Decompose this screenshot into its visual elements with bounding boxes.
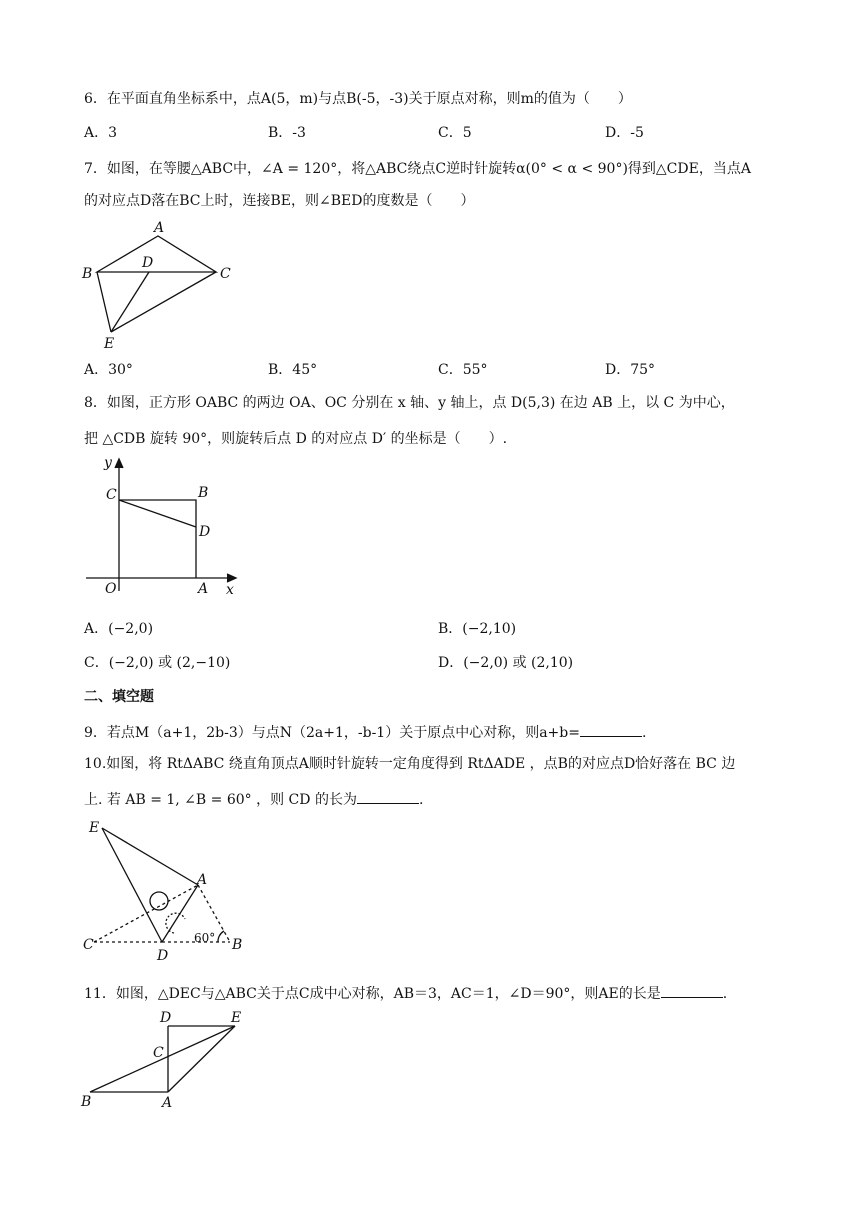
q8-y-arrow (115, 459, 123, 468)
q7-option-c: C．55° (438, 362, 488, 378)
q10-label-a: A (197, 872, 208, 888)
q8-option-a: A．(−2,0) (84, 621, 154, 637)
q11-text-body: 11．如图，△DEC与△ABC关于点C成中心对称，AB＝3，AC＝1，∠D＝90°，则AE的长是 (84, 986, 661, 1002)
q7-segment-de (111, 272, 149, 332)
q10-answer-blank[interactable] (357, 789, 419, 804)
q6-option-a: A．3 (84, 125, 118, 141)
q8-label-x: x (226, 582, 234, 598)
q7-option-a: A．30° (84, 362, 133, 378)
q11-label-c: C (153, 1045, 164, 1061)
q11-label-a: A (162, 1095, 173, 1110)
q7-figure (78, 218, 248, 353)
q10-label-e: E (89, 820, 100, 836)
q11-segment-ae (168, 1026, 235, 1092)
q8-option-c: C．(−2,0) 或 (2,−10) (84, 655, 231, 671)
q7-option-d: D．75° (605, 362, 656, 378)
q10-label-c: C (83, 937, 94, 953)
q7-label-e: E (104, 336, 115, 352)
q10-figure (82, 818, 258, 968)
q7-label-b: B (82, 266, 93, 282)
q9-text (84, 722, 646, 742)
q9-text-tail: . (641, 725, 647, 741)
q10-label-d: D (157, 948, 169, 964)
q8-label-c: C (106, 487, 117, 503)
q8-option-d: D．(−2,0) 或 (2,10) (438, 655, 574, 671)
q8-label-o: O (105, 581, 117, 597)
q8-label-y: y (104, 455, 112, 471)
q10-text-line1: 10.如图，将 RtΔABC 绕直角顶点A顺时针旋转一定角度得到 RtΔADE ，点B的对应点D恰好落在 BC 边 (84, 756, 736, 772)
q8-option-b: B．(−2,10) (438, 621, 517, 637)
q8-text-line1: 8．如图，正方形 OABC 的两边 OA、OC 分别在 x 轴、y 轴上，点 D(5,3) 在边 AB 上，以 C 为中心， (84, 395, 735, 411)
q11-figure (78, 1010, 258, 1110)
q6-option-b: B．-3 (268, 125, 306, 141)
q8-label-b: B (198, 485, 209, 501)
q6-option-c: C．5 (438, 125, 472, 141)
q7-label-d: D (142, 255, 154, 271)
q6-text: 6．在平面直角坐标系中，点A(5，m)与点B(-5，-3)关于原点对称，则m的值为（ ） (84, 91, 632, 107)
q11-text (84, 983, 727, 1003)
q8-segment-cd (119, 500, 196, 527)
q8-label-a: A (198, 581, 209, 597)
q7-segment-be (97, 272, 111, 332)
q7-label-c: C (220, 266, 231, 282)
q10-segment-ca (94, 885, 198, 942)
q7-text-line1: 7．如图，在等腰△ABC中，∠A = 120°，将△ABC绕点C逆时针旋转α(0° < α < 90°)得到△CDE，当点A (84, 161, 751, 177)
q9-answer-blank[interactable] (580, 722, 642, 737)
q10-text-body: 上. 若 AB = 1, ∠B = 60° ，则 CD 的长为 (84, 792, 357, 808)
q7-segment-ce (111, 272, 216, 332)
q10-arc-dashed (166, 913, 185, 933)
q8-text-line2: 把 △CDB 旋转 90°，则旋转后点 D 的对应点 D′ 的坐标是（ ）. (84, 431, 508, 447)
q8-label-d: D (199, 524, 211, 540)
q10-circle-solid (150, 892, 168, 910)
q11-label-d: D (160, 1010, 172, 1026)
q7-option-b: B．45° (268, 362, 318, 378)
q11-answer-blank[interactable] (661, 983, 723, 998)
q10-angle-mark (218, 931, 224, 942)
q11-label-e: E (231, 1010, 242, 1026)
q9-text-body: 9．若点M（a+1，2b-3）与点N（2a+1，-b-1）关于原点中心对称，则a+b= (84, 725, 580, 741)
q8-square (119, 500, 196, 578)
q11-text-tail: . (722, 986, 728, 1002)
q8-figure (84, 455, 254, 601)
q6-option-d: D．-5 (605, 125, 644, 141)
q10-text-line2 (84, 789, 423, 809)
q10-label-b: B (232, 937, 243, 953)
q10-text-tail: . (418, 792, 424, 808)
q11-label-b: B (81, 1094, 92, 1110)
q10-label-60: 60° (194, 931, 216, 945)
q7-label-a: A (154, 220, 165, 236)
q7-triangle-abc (97, 236, 216, 272)
q7-text-line2: 的对应点D落在BC上时，连接BE，则∠BED的度数是（ ） (84, 193, 475, 209)
q8-x-arrow (227, 574, 236, 582)
section-title-fill-in: 二、填空题 (84, 689, 154, 705)
